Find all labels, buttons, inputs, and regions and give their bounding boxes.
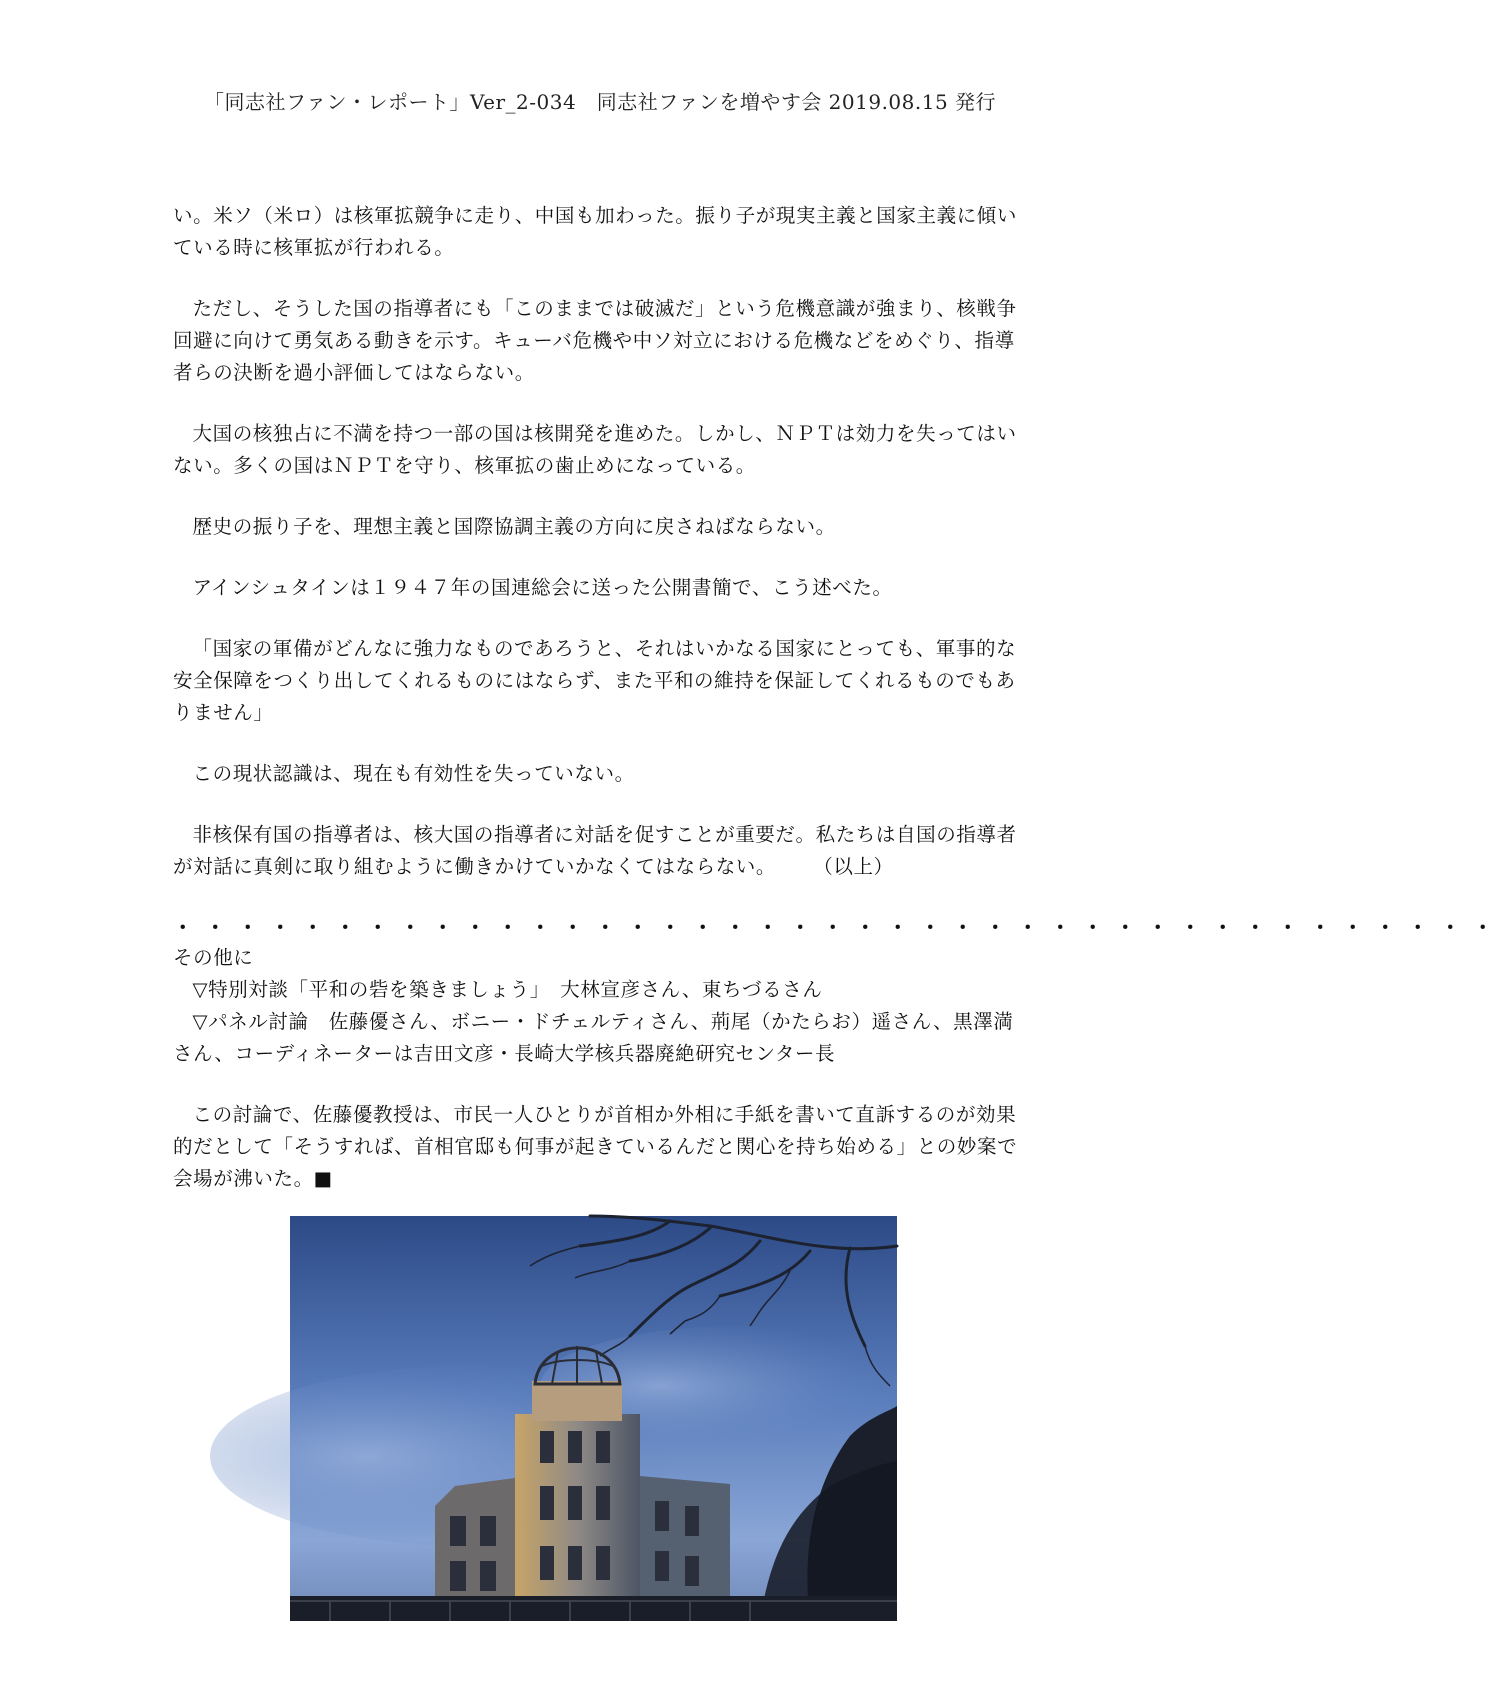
dotted-divider: ・・・・・・・・・・・・・・・・・・・・・・・・・・・・・・・・・・・・・・・・・ (173, 916, 1506, 939)
paragraph-7: この現状認識は、現在も有効性を失っていない。 (192, 762, 635, 785)
paragraph-8: 非核保有国の指導者は、核大国の指導者に対話を促すことが重要だ。私たちは自国の指導者が対話に真剣に取り組むように働きかけていかなくてはならない。 （以上） (173, 823, 1017, 878)
paragraph-9: この討論で、佐藤優教授は、市民一人ひとりが首相か外相に手紙を書いて直訴するのが効果的だとして「そうすれば、首相官邸も何事が起きているんだと関心を持ち始める」との妙案で会場が沸いた。■ (173, 1103, 1018, 1190)
atomic-bomb-dome-photo (290, 1216, 897, 1621)
other-events (173, 942, 1033, 1070)
paragraph-1: い。米ソ（米ロ）は核軍拡競争に走り、中国も加わった。振り子が現実主義と国家主義に傾いている時に核軍拡が行われる。 (173, 204, 1018, 259)
report-header: 「同志社ファン・レポート」Ver_2-034 同志社ファンを増やす会 2019.08.15 発行 (203, 90, 997, 114)
paragraph-2: ただし、そうした国の指導者にも「このままでは破滅だ」という危機意識が強まり、核戦争回避に向けて勇気ある動きを示す。キューバ危機や中ソ対立における危機などをめぐり、指導者らの決断を過小評価してはならない。 (173, 297, 1017, 384)
paragraph-5: アインシュタインは１９４７年の国連総会に送った公開書簡で、こう述べた。 (192, 576, 893, 599)
paragraph-4: 歴史の振り子を、理想主義と国際協調主義の方向に戻さねばならない。 (192, 515, 836, 538)
other-events-title: その他に (173, 946, 254, 969)
article-body (173, 200, 1506, 1224)
einstein-quote: 「国家の軍備がどんなに強力なものであろうと、それはいかなる国家にとっても、軍事的な安全保障をつくり出してくれるものにはならず、また平和の維持を保証してくれるものでもありません」 (173, 637, 1017, 724)
paragraph-3: 大国の核独占に不満を持つ一部の国は核開発を進めた。しかし、ＮＰＴは効力を失ってはいない。多くの国はＮＰＴを守り、核軍拡の歯止めになっている。 (173, 422, 1017, 477)
other-event-dialogue: ▽特別対談「平和の砦を築きましょう」 大林宣彦さん、東ちづるさん (192, 978, 823, 1001)
other-event-panel: ▽パネル討論 佐藤優さん、ボニー・ドチェルティさん、荊尾（かたらお）遥さん、黒澤満さん、コーディネーターは吉田文彦・長崎大学核兵器廃絶研究センター長 (173, 1010, 1014, 1065)
